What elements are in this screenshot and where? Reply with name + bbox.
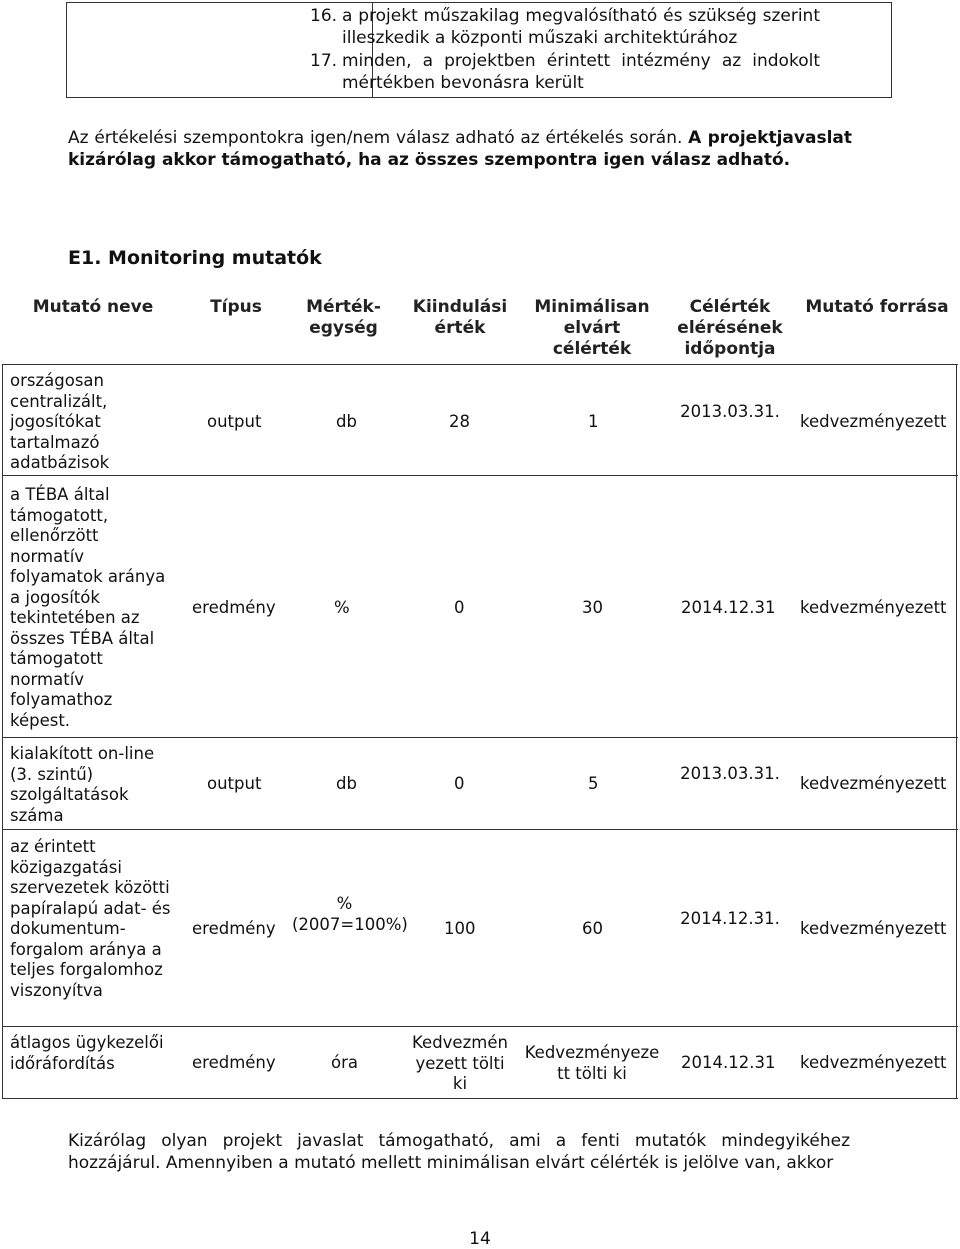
row-2-base: 0 [454,598,465,617]
row-2-unit: % [334,598,350,617]
row-5-min-target: Kedvezményezett tölti ki [524,1043,660,1083]
row-4-base: 100 [444,919,476,938]
row-5-base: Kedvezményezett tölti ki [412,1033,508,1093]
row-2-target-date: 2014.12.31 [681,598,776,617]
row-3-name: kialakított on-line (3. szintű) szolgáltatások száma [10,744,155,825]
row-1-source: kedvezményezett [800,412,947,431]
row-5-source: kedvezményezett [800,1053,947,1072]
row-1-min-target: 1 [588,412,599,431]
row-4-target-date: 2014.12.31. [680,909,780,928]
criterion-text: a projekt műszakilag megvalósítható és szükség szerint illeszkedik a központi műszaki architektúrához [342,6,820,48]
table-line [2,364,3,1099]
row-4-type: eredmény [192,919,276,938]
row-5-target-date: 2014.12.31 [681,1053,776,1072]
row-5-type: eredmény [192,1053,276,1072]
row-1-base: 28 [449,412,470,431]
criterion-text: minden, a projektben érintett intézmény az indokolt mértékben bevonásra került [342,51,820,93]
table-line [956,364,957,1099]
section-title [68,247,322,269]
header-unit: Mérték-egység [306,297,381,338]
row-2-source: kedvezményezett [800,598,947,617]
evaluation-note-normal: Az értékelési szempontokra igen/nem válasz adható az értékelés során. [68,128,683,148]
criterion-number: 16. [310,6,338,26]
header-type: Típus [210,297,262,317]
section-code: E1. [68,247,102,269]
header-name: Mutató neve [32,297,154,317]
criterion-number: 17. [310,51,338,71]
row-3-source: kedvezményezett [800,774,947,793]
footer-paragraph: Kizárólag olyan projekt javaslat támogatható, ami a fenti mutatók mindegyikéhez hozzájárul. Amennyiben a mutató mellett minimálisan elvárt célérték is jelölve van, akkor [68,1131,850,1173]
row-4-min-target: 60 [582,919,603,938]
evaluation-note [68,127,852,171]
row-2-type: eredmény [192,598,276,617]
header-min-target: Minimálisan elvárt célérték [534,297,650,359]
row-3-base: 0 [454,774,465,793]
row-4-unit: % (2007=100%) [292,894,408,934]
row-1-type: output [207,412,262,431]
row-5-unit: óra [331,1053,358,1072]
table-line [2,364,958,365]
row-1-name: országosan centralizált, jogosítókat tartalmazó adatbázisok [10,371,110,472]
table-line [2,737,958,738]
row-3-type: output [207,774,262,793]
table-line [2,1026,958,1027]
row-4-source: kedvezményezett [800,919,947,938]
row-1-unit: db [336,412,357,431]
row-3-unit: db [336,774,357,793]
row-1-target-date: 2013.03.31. [680,402,780,421]
row-3-min-target: 5 [588,774,599,793]
table-line [2,829,958,830]
section-title-text: Monitoring mutatók [108,247,322,269]
row-3-target-date: 2013.03.31. [680,764,780,783]
table-line [2,1098,958,1099]
header-base: Kiindulási érték [412,297,508,338]
row-4-name: az érintett közigazgatási szervezetek közötti papíralapú adat- és dokumentum-forgalom aránya a teljes forgalomhoz viszonyítva [10,837,171,1000]
table-line [2,475,958,476]
row-5-name: átlagos ügykezelői időráfordítás [10,1033,164,1073]
page-number: 14 [469,1229,491,1249]
evaluation-note-bold: A projektjavaslat kizárólag akkor támogatható, ha az összes szempontra igen válasz adható. [68,128,853,170]
row-2-name: a TÉBA által támogatott, ellenőrzött normatív folyamatok aránya a jogosítók tekintetében az összes TÉBA által támogatott normatív folyamathoz képest. [10,485,166,730]
header-target-date: Célérték elérésének időpontja [677,297,783,359]
header-source: Mutató forrása [805,297,949,317]
row-2-min-target: 30 [582,598,603,617]
